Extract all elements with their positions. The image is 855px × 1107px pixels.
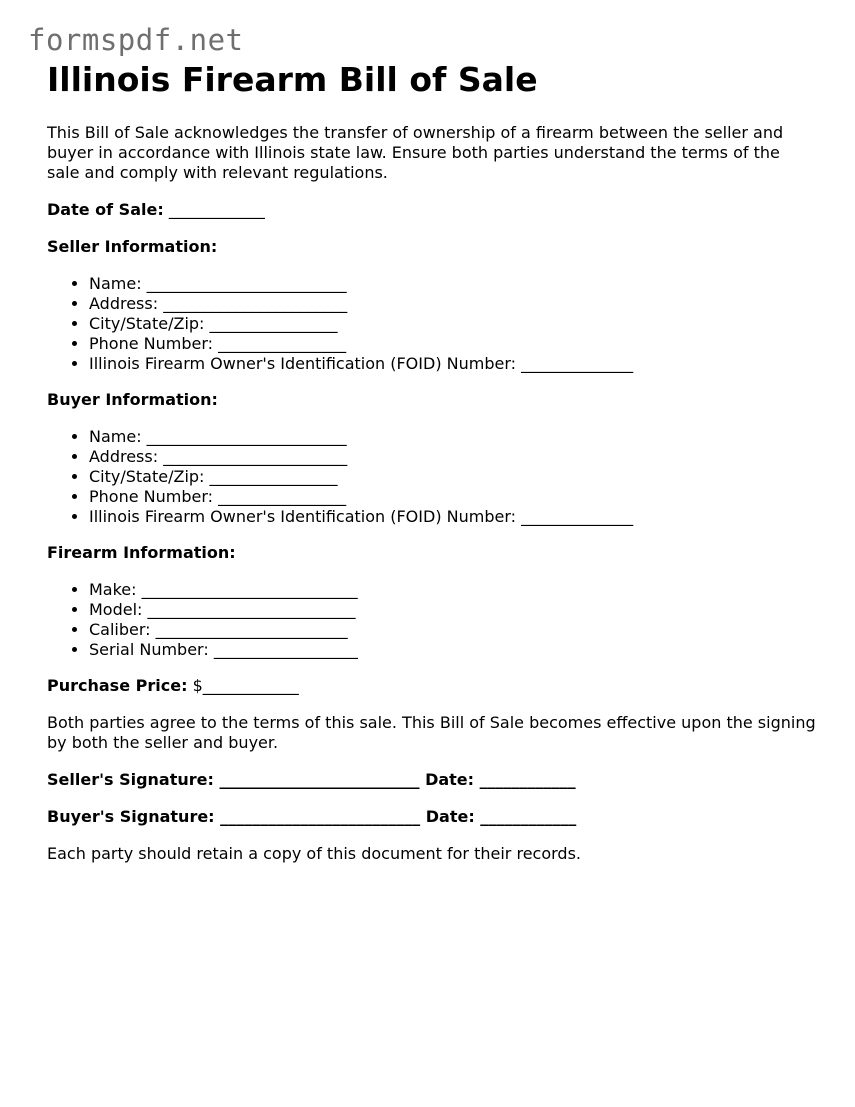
footer-note: Each party should retain a copy of this document for their records. [47, 844, 581, 863]
firearm-serial-item: • Serial Number: __________________ [89, 640, 817, 660]
firearm-make-item: • Make: ___________________________ [89, 580, 817, 600]
page-title: Illinois Firearm Bill of Sale [47, 60, 538, 99]
firearm-info-list [47, 580, 817, 660]
buyer-signature-line [47, 807, 817, 827]
seller-date-blank: ____________ [479, 770, 576, 789]
seller-name-item: • Name: _________________________ [89, 274, 817, 294]
purchase-price-blank: $____________ [192, 676, 299, 695]
buyer-signature-blank: _________________________ [220, 807, 421, 826]
buyer-info-heading: Buyer Information: [47, 390, 218, 409]
seller-address-item: • Address: _______________________ [89, 294, 817, 314]
seller-signature-label: Seller's Signature: [47, 770, 214, 789]
buyer-signature-label: Buyer's Signature: [47, 807, 215, 826]
firearm-caliber-item: • Caliber: ________________________ [89, 620, 817, 640]
seller-city-state-zip-item: • City/State/Zip: ________________ [89, 314, 817, 334]
seller-phone-item: • Phone Number: ________________ [89, 334, 817, 354]
seller-info-heading: Seller Information: [47, 237, 218, 256]
buyer-name-item: • Name: _________________________ [89, 427, 817, 447]
purchase-price-line [47, 676, 817, 696]
seller-info-list [47, 274, 817, 374]
date-of-sale-blank: ____________ [168, 200, 265, 219]
seller-date-label: Date: [425, 770, 475, 789]
firearm-model-item: • Model: __________________________ [89, 600, 817, 620]
seller-foid-item: • Illinois Firearm Owner's Identification (FOID) Number: ______________ [89, 354, 817, 374]
seller-signature-blank: _________________________ [219, 770, 420, 789]
date-of-sale-line [47, 200, 817, 220]
buyer-city-state-zip-item: • City/State/Zip: ________________ [89, 467, 817, 487]
watermark: formspdf.net [28, 23, 244, 57]
buyer-address-item: • Address: _______________________ [89, 447, 817, 467]
agreement-paragraph: Both parties agree to the terms of this sale. This Bill of Sale becomes effective upon the signing by both the seller and buyer. [47, 713, 816, 752]
seller-signature-line [47, 770, 817, 790]
intro-paragraph: This Bill of Sale acknowledges the transfer of ownership of a firearm between the seller and buyer in accordance with Illinois state law. Ensure both parties understand the terms of the sale and comply with relevant regulations. [47, 123, 784, 182]
date-of-sale-label: Date of Sale: [47, 200, 164, 219]
buyer-foid-item: • Illinois Firearm Owner's Identification (FOID) Number: ______________ [89, 507, 817, 527]
buyer-date-label: Date: [425, 807, 475, 826]
firearm-info-heading: Firearm Information: [47, 543, 236, 562]
buyer-phone-item: • Phone Number: ________________ [89, 487, 817, 507]
buyer-info-list [47, 427, 817, 527]
purchase-price-label: Purchase Price: [47, 676, 188, 695]
document-body [47, 123, 817, 881]
buyer-date-blank: ____________ [480, 807, 577, 826]
